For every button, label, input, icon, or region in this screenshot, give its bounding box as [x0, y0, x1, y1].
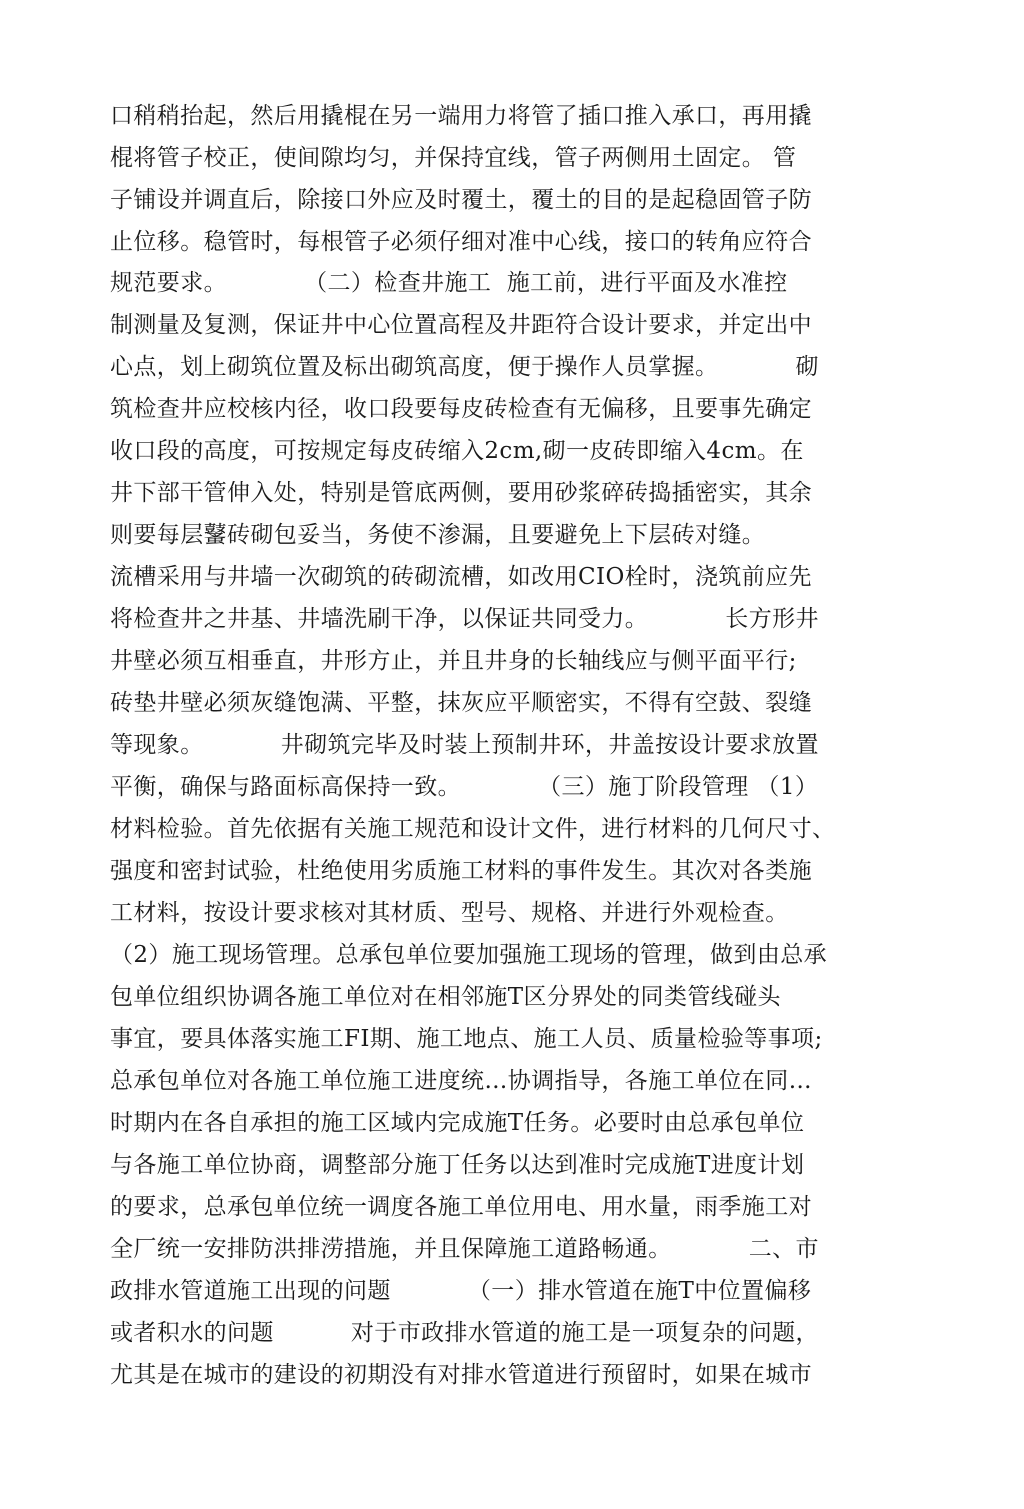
text-line: 总承包单位对各施工单位施工进度统…协调指导，各施工单位在同… — [110, 1068, 812, 1094]
text-line: 时期内在各自承担的施工区域内完成施T任务。必要时由总承包单位 — [110, 1110, 805, 1136]
text-line: 与各施工单位协商，调整部分施丁任务以达到准时完成施T进度计划 — [110, 1152, 805, 1178]
text-line: 平衡，确保与路面标高保持一致。 （三）施丁阶段管理 （1） — [110, 774, 819, 800]
text-line: 井壁必须互相垂直，井形方止，并且井身的长轴线应与侧平面平行; — [110, 648, 797, 674]
text-line: 流槽采用与井墙一次砌筑的砖砌流槽，如改用CIO栓时，浇筑前应先 — [110, 564, 812, 590]
text-line: 事宜，要具体落实施工FI期、施工地点、施工人员、质量检验等事项; — [110, 1026, 823, 1052]
text-line: 筑检查井应校核内径，收口段要每皮砖检查有无偏移，且要事先确定 — [110, 396, 812, 422]
text-line: 或者积水的问题 对于市政排水管道的施工是一项复杂的问题， — [110, 1320, 819, 1346]
text-line: 收口段的高度，可按规定每皮砖缩入2cm,砌一皮砖即缩入4cm。在 — [110, 438, 804, 464]
text-line: 井下部干管伸入处，特别是管底两侧，要用砂浆碎砖捣插密实，其余 — [110, 480, 812, 506]
text-line: 材料检验。首先依据有关施工规范和设计文件，进行材料的几何尺寸、 — [110, 816, 836, 842]
text-line: 规范要求。 （二）检查井施工 施工前，进行平面及水准控 — [110, 270, 788, 296]
text-line: 的要求，总承包单位统一调度各施工单位用电、用水量，雨季施工对 — [110, 1194, 812, 1220]
text-line: 全厂统一安排防洪排涝措施，并且保障施工道路畅通。 二、市 — [110, 1236, 819, 1262]
text-line: 止位移。稳管时，每根管子必须仔细对准中心线，接口的转角应符合 — [110, 229, 812, 255]
text-line: 尤其是在城市的建设的初期没有对排水管道进行预留时，如果在城市 — [110, 1362, 812, 1388]
text-line: 棍将管子校正，使间隙均匀，并保持宜线，管子两侧用土固定。 管 — [110, 145, 797, 171]
text-line: （2）施工现场管理。总承包单位要加强施工现场的管理，做到由总承 — [110, 942, 828, 968]
text-line: 将检查井之井基、井墙洗刷干净，以保证共同受力。 长方形井 — [110, 606, 819, 632]
text-line: 口稍稍抬起，然后用撬棍在另一端用力将管了插口推入承口，再用撬 — [110, 103, 812, 129]
text-line: 政排水管道施工出现的问题 （一）排水管道在施T中位置偏移 — [110, 1278, 812, 1304]
text-line: 工材料，按设计要求核对其材质、型号、规格、并进行外观检查。 — [110, 900, 789, 926]
text-line: 强度和密封试验，杜绝使用劣质施工材料的事件发生。其次对各类施 — [110, 858, 812, 884]
text-line: 制测量及复测，保证井中心位置高程及井距符合设计要求，并定出中 — [110, 312, 812, 338]
text-line: 子铺设并调直后，除接口外应及时覆土，覆土的目的是起稳固管子防 — [110, 187, 812, 213]
text-line: 心点，划上砌筑位置及标出砌筑高度，便于操作人员掌握。 砌 — [110, 354, 819, 380]
text-line: 砖垫井壁必须灰缝饱满、平整，抹灰应平顺密实，不得有空鼓、裂缝 — [110, 690, 812, 716]
text-line: 包单位组织协调各施工单位对在相邻施T区分界处的同类管线碰头 — [110, 984, 781, 1010]
text-line: 等现象。 井砌筑完毕及时装上预制井环，井盖按设计要求放置 — [110, 732, 819, 758]
text-line: 则要每层鼜砖砌包妥当，务使不渗漏，且要避免上下层砖对缝。 — [110, 522, 766, 548]
